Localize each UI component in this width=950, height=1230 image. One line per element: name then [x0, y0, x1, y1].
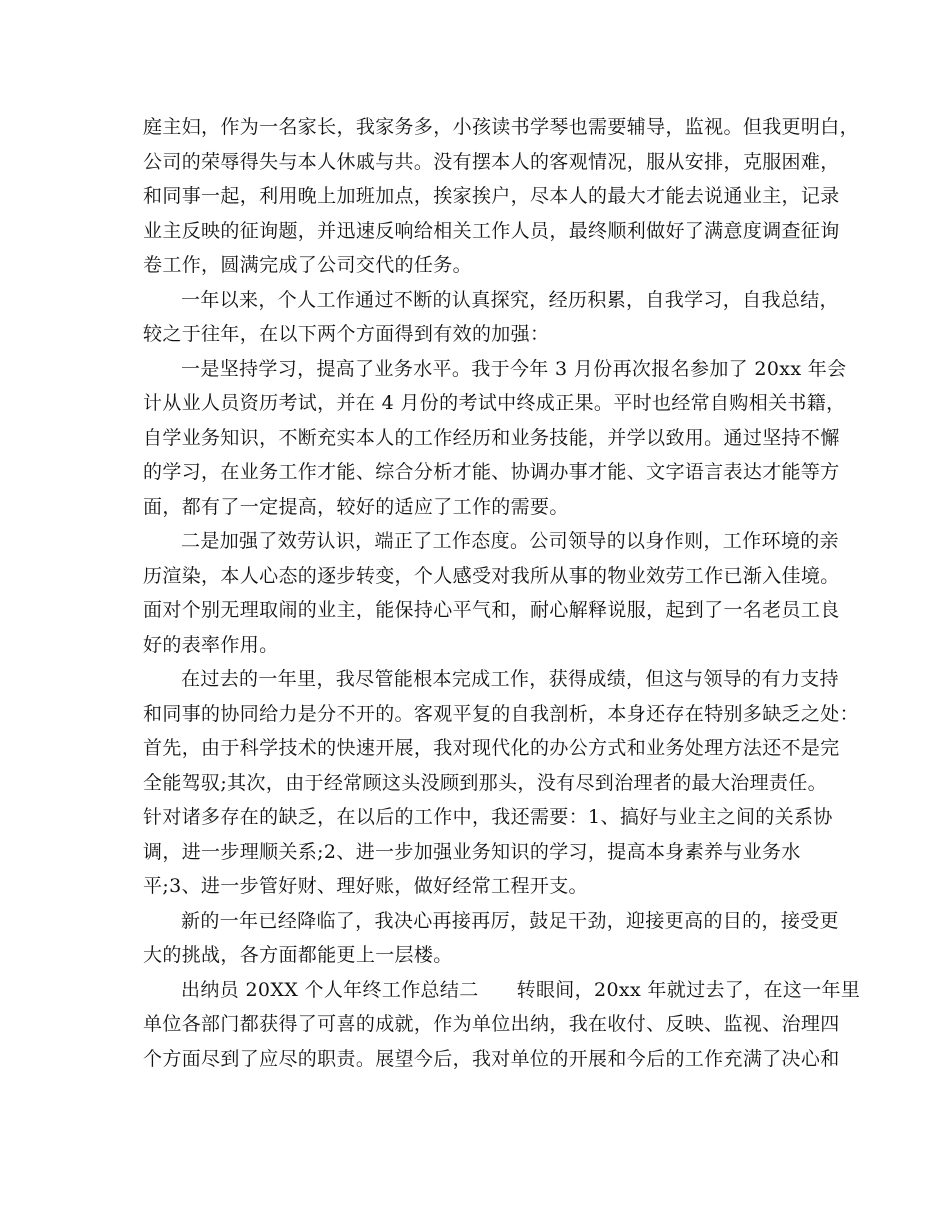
- text-line: 面，都有了一定提高，较好的适应了工作的需要。: [143, 495, 569, 518]
- text-line: 和同事一起，利用晚上加班加点，挨家挨户，尽本人的最大才能去说通业主，记录: [143, 185, 840, 207]
- text-line: 面对个别无理取闹的业主，能保持心平气和，耐心解释说服，起到了一名老员工良: [143, 599, 840, 621]
- text-line: 全能驾驭;其次，由于经常顾这头没顾到那头，没有尽到治理者的最大治理责任。: [143, 771, 828, 794]
- text-line: 较之于往年，在以下两个方面得到有效的加强：: [143, 323, 550, 345]
- text-line: 公司的荣辱得失与本人休戚与共。没有摆本人的客观情况，服从安排，克服困难，: [143, 150, 840, 173]
- section-heading: 出纳员 20XX 个人年终工作总结二: [181, 978, 479, 1001]
- section-first-sentence: 转眼间，20xx 年就过去了，在这一年里: [516, 978, 861, 1001]
- text-line: 自学业务知识，不断充实本人的工作经历和业务技能，并学以致用。通过坚持不懈: [143, 426, 840, 449]
- text-line: 单位各部门都获得了可喜的成就，作为单位出纳，我在收付、反映、监视、治理四: [143, 1013, 840, 1035]
- text-line: 个方面尽到了应尽的职责。展望今后，我对单位的开展和今后的工作充满了决心和: [143, 1047, 840, 1070]
- document-body: [143, 110, 861, 1076]
- text-line: 业主反映的征询题，并迅速反响给相关工作人员，最终顺利做好了满意度调查征询: [143, 219, 840, 242]
- text-line: 和同事的协同给力是分不开的。客观平复的自我剖析，本身还存在特别多缺乏之处：: [143, 702, 859, 725]
- text-line: 大的挑战，各方面都能更上一层楼。: [143, 944, 453, 966]
- paragraph-start-line: 在过去的一年里，我尽管能根本完成工作，获得成绩，但这与领导的有力支持: [181, 668, 839, 690]
- paragraph-start-line: 一是坚持学习，提高了业务水平。我于今年 3 月份再次报名参加了 20xx 年会: [181, 357, 847, 380]
- text-line: 平;3、进一步管好财、理好账，做好经常工程开支。: [143, 875, 588, 897]
- section-heading-line: [143, 973, 861, 1008]
- text-line: 卷工作，圆满完成了公司交代的任务。: [143, 254, 472, 276]
- paragraph-start-line: 新的一年已经降临了，我决心再接再厉，鼓足干劲，迎接更高的目的，接受更: [181, 909, 839, 932]
- text-line: 调，进一步理顺关系;2、进一步加强业务知识的学习，提高本身素养与业务水: [143, 840, 801, 863]
- paragraph-start-line: 一年以来，个人工作通过不断的认真探究，经历积累，自我学习，自我总结，: [181, 288, 839, 311]
- text-line: 好的表率作用。: [143, 633, 279, 656]
- text-line: 庭主妇，作为一名家长，我家务多，小孩读书学琴也需要辅导，监视。但我更明白，: [143, 116, 859, 138]
- text-line: 首先，由于科学技术的快速开展，我对现代化的办公方式和业务处理方法还不是完: [143, 737, 840, 759]
- text-line: 针对诸多存在的缺乏，在以后的工作中，我还需要：1、搞好与业主之间的关系协: [143, 806, 833, 828]
- paragraph-start-line: 二是加强了效劳认识，端正了工作态度。公司领导的以身作则，工作环境的亲: [181, 530, 839, 552]
- text-line: 计从业人员资历考试，并在 4 月份的考试中终成正果。平时也经常自购相关书籍，: [143, 392, 846, 414]
- text-line: 历渲染，本人心态的逐步转变，个人感受对我所从事的物业效劳工作已渐入佳境。: [143, 564, 840, 587]
- text-line: 的学习，在业务工作才能、综合分析才能、协调办事才能、文字语言表达才能等方: [143, 461, 840, 483]
